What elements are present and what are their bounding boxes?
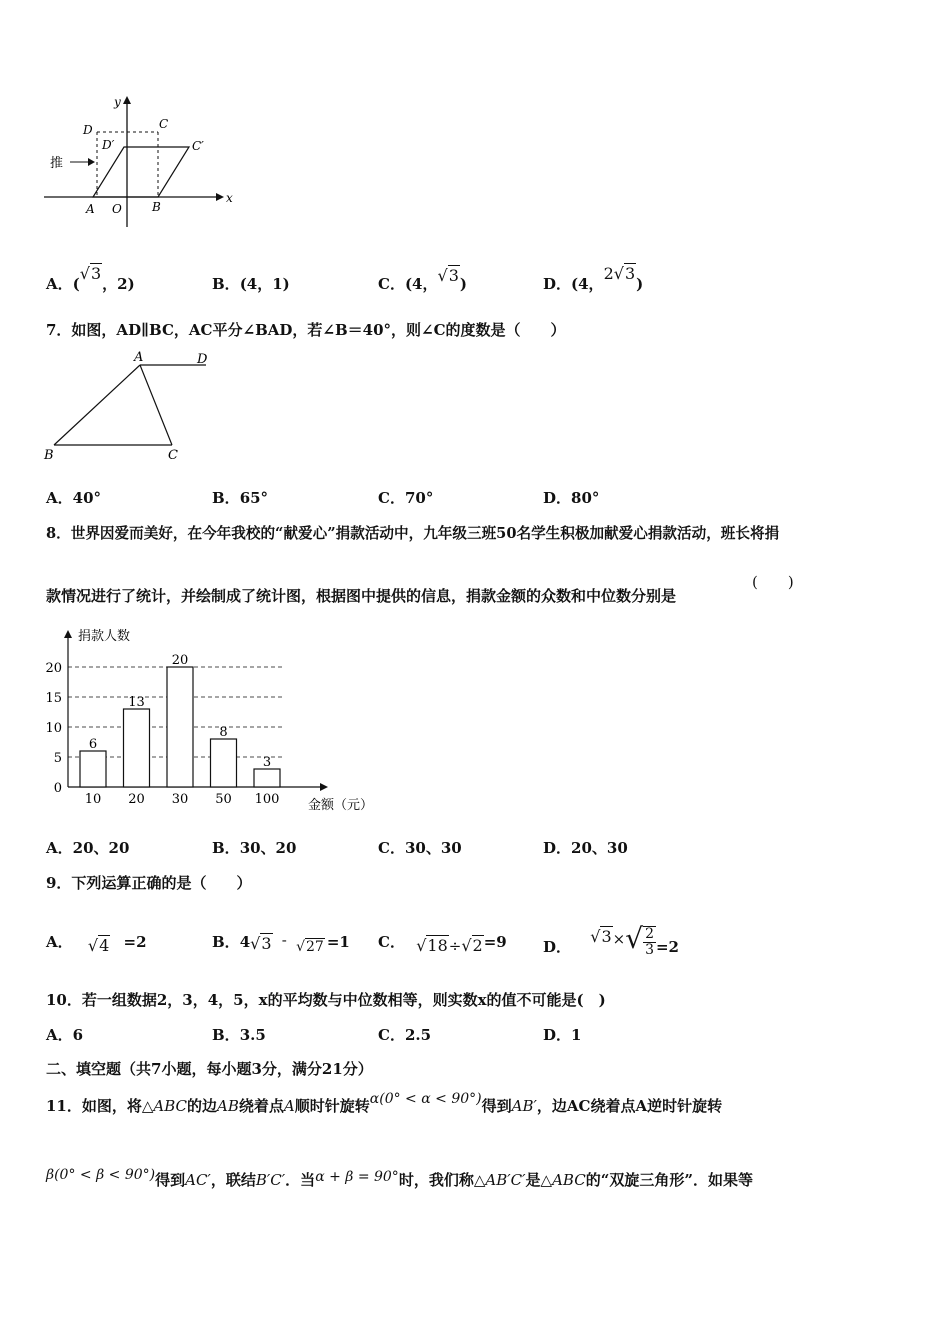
chart-data-label: 20 <box>171 653 189 668</box>
q8-stem-line1: 8．世界因爱而美好，在今年我校的“献爱心”捐款活动中，九年级三班50名学生积极加献爱心捐款活动，班长将捐 <box>46 525 780 542</box>
q8-option-d[interactable]: D．20、30 <box>543 839 628 857</box>
chart-bar <box>124 709 150 787</box>
section-title: 二、填空题（共7小题，每小题3分，满分21分） <box>46 1060 373 1078</box>
y-axis-arrow-icon <box>123 96 131 104</box>
chart-bar <box>80 751 106 787</box>
q8-option-b[interactable]: B．30、20 <box>212 839 297 857</box>
q9-option-a[interactable]: A． √4 =2 <box>46 933 147 955</box>
chart-x-tick-label: 20 <box>128 792 145 807</box>
chart-x-tick-label: 10 <box>84 792 102 807</box>
q6-figure <box>40 92 240 232</box>
label-y: y <box>114 95 121 109</box>
segment-AB <box>54 365 140 445</box>
chart-xlabel: 金额（元） <box>308 798 374 813</box>
q9-stem: 9．下列运算正确的是（ ） <box>46 874 252 892</box>
q10-option-a[interactable]: A．6 <box>46 1026 84 1044</box>
label-C: C <box>159 117 169 131</box>
chart-bar <box>211 739 237 787</box>
label-A: A <box>86 202 95 216</box>
label-Dp: D′ <box>102 138 115 152</box>
chart-data-label: 8 <box>219 725 228 740</box>
label-D: D <box>197 352 208 367</box>
q11-line1: 11．如图，将△ABC的边AB绕着点A顺时针旋转α(0° < α < 90°)得到AB′，边AC绕着点A逆时针旋转 <box>46 1091 723 1115</box>
q6-option-b[interactable]: B．(4，1) <box>212 275 290 293</box>
q6-option-d[interactable]: D．(4，2√3) <box>543 264 644 293</box>
push-arrow-icon <box>88 158 95 166</box>
q7-option-b[interactable]: B．65° <box>212 489 269 507</box>
q9-option-b[interactable]: B．4√3 - √27 =1 <box>212 931 350 955</box>
label-Cp: C′ <box>192 139 204 153</box>
q9-option-d[interactable]: D． √3×√ $\frac{2}{3}$ =2 <box>543 922 679 958</box>
q6-option-a[interactable]: A．(√3，2) <box>46 264 135 293</box>
label-D: D <box>83 123 93 137</box>
parallelogram <box>93 147 189 197</box>
bar-chart <box>40 622 400 822</box>
chart-bar <box>254 769 280 787</box>
chart-y-axis-arrow-icon <box>64 630 72 638</box>
chart-y-tick-label: 5 <box>53 751 62 766</box>
chart-data-label: 3 <box>262 755 272 770</box>
chart-y-tick-label: 20 <box>45 661 62 676</box>
label-push: 推 <box>50 156 64 171</box>
q10-option-b[interactable]: B．3.5 <box>212 1026 266 1044</box>
chart-data-label: 13 <box>128 695 145 710</box>
chart-bar <box>167 667 193 787</box>
q7-stem: 7．如图，AD∥BC，AC平分∠BAD，若∠B＝40°，则∠C的度数是（ ） <box>46 321 566 339</box>
x-axis-arrow-icon <box>216 193 224 201</box>
q11-line2: β(0° < β < 90°)得到AC′，联结B′C′．当α + β = 90°时，我们称△AB′C′是△ABC的“双旋三角形”．如果等 <box>46 1167 753 1189</box>
label-B: B <box>152 200 161 214</box>
q10-option-d[interactable]: D．1 <box>543 1026 582 1044</box>
chart-y-tick-label: 10 <box>45 721 62 736</box>
label-A: A <box>134 350 144 365</box>
chart-x-tick-label: 100 <box>254 792 280 807</box>
label-O: O <box>112 202 122 216</box>
q8-option-a[interactable]: A．20、20 <box>46 839 130 857</box>
q10-option-c[interactable]: C．2.5 <box>378 1026 432 1044</box>
chart-data-label: 6 <box>88 737 98 752</box>
q8-stem-line2: 款情况进行了统计，并绘制成了统计图，根据图中提供的信息，捐款金额的众数和中位数分别是 <box>46 587 677 605</box>
q7-option-a[interactable]: A．40° <box>46 489 102 507</box>
q7-figure <box>40 345 220 465</box>
q10-stem: 10．若一组数据2，3，4，5，x的平均数与中位数相等，则实数x的值不可能是( ) <box>46 991 606 1009</box>
chart-y-tick-label: 0 <box>53 781 62 796</box>
q7-option-d[interactable]: D．80° <box>543 489 600 507</box>
q9-option-c[interactable]: C． √18÷√2=9 <box>378 933 507 955</box>
chart-x-tick-label: 30 <box>171 792 189 807</box>
label-B: B <box>44 448 54 463</box>
chart-y-tick-label: 15 <box>45 691 62 706</box>
segment-AC <box>140 365 172 445</box>
q8-option-c[interactable]: C．30、30 <box>378 839 462 857</box>
label-x: x <box>226 191 233 205</box>
q6-option-c[interactable]: C．(4，√3) <box>378 266 467 293</box>
chart-ylabel: 捐款人数 <box>78 629 131 644</box>
chart-x-tick-label: 50 <box>215 792 232 807</box>
label-C: C <box>168 448 178 463</box>
q8-paren: ( ) <box>752 573 794 591</box>
chart-x-axis-arrow-icon <box>320 783 328 791</box>
q7-option-c[interactable]: C．70° <box>378 489 434 507</box>
